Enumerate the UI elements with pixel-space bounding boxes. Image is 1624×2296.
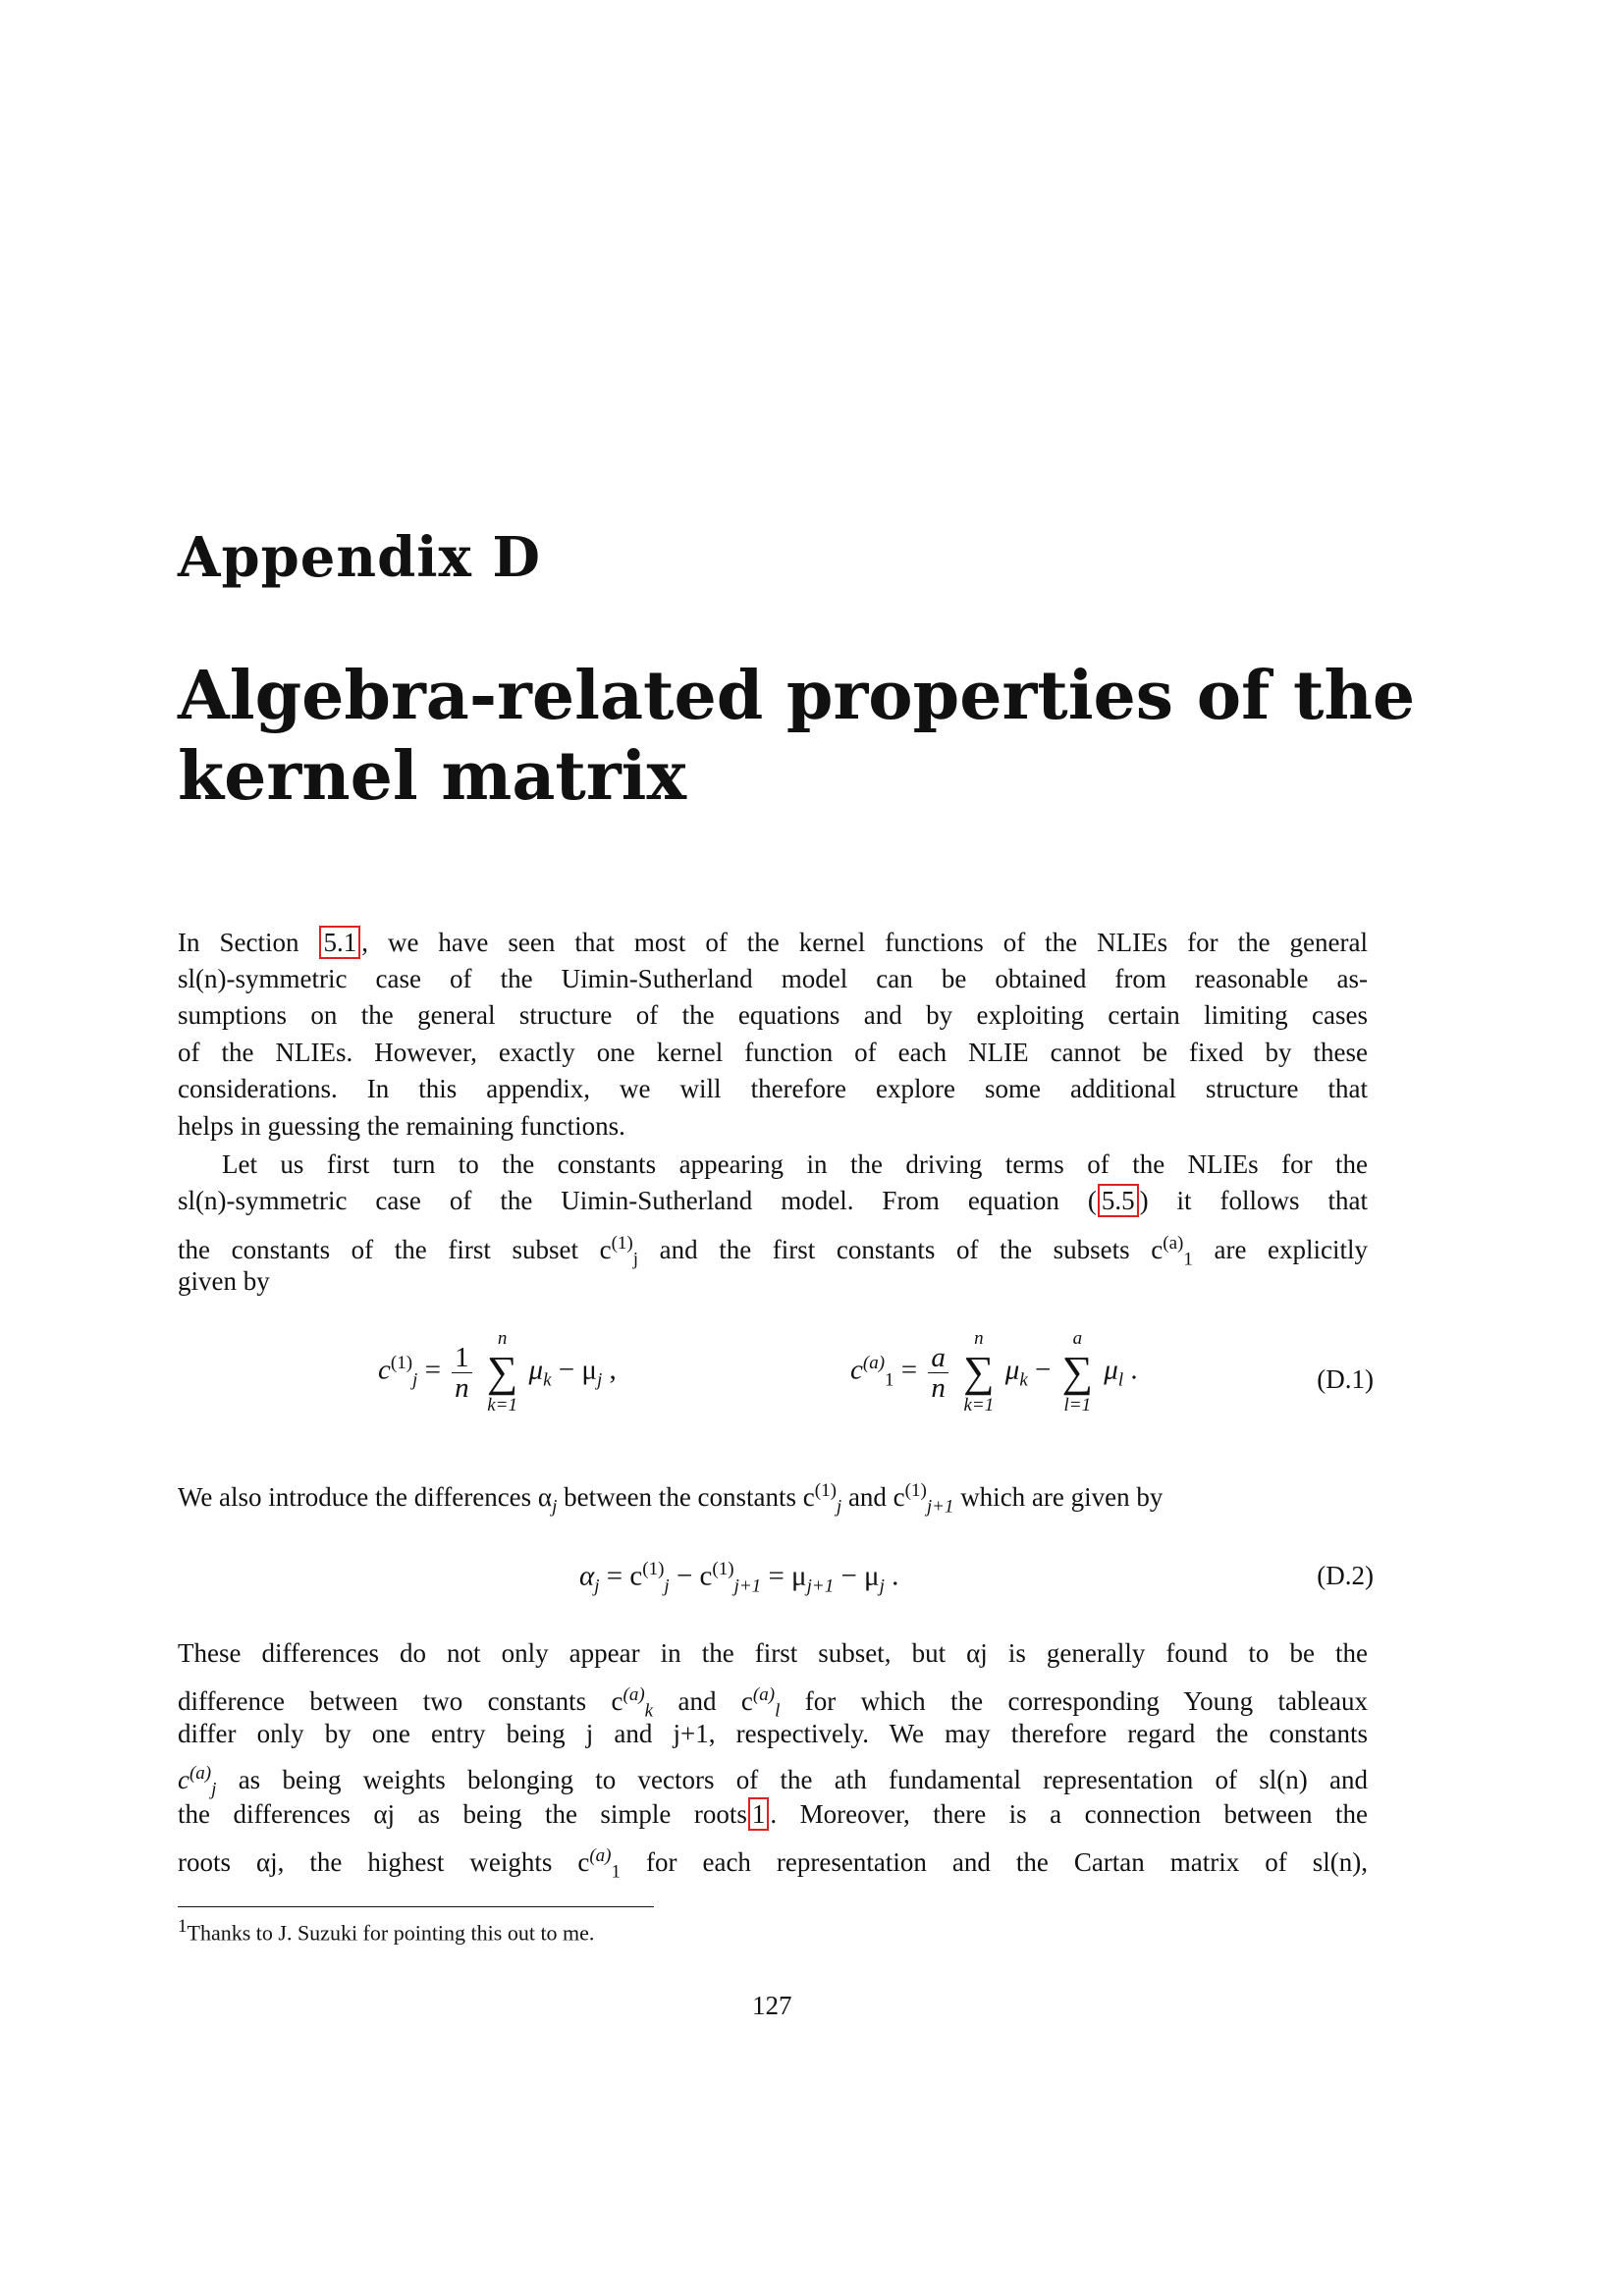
paragraph-line: given by (178, 1266, 270, 1296)
section-ref-link[interactable]: 5.1 (319, 926, 360, 959)
paragraph-line: Let us first turn to the constants appearing in the driving terms of the NLIEs for the (222, 1149, 1368, 1179)
equation-d1-left: $c^{(1)}_j$ = $\frac{1}{n}$ n ∑ k=1 $\mu_k - \mu_j$ , (378, 1328, 617, 1415)
paragraph-line: roots αj, the highest weights $c^{(a)}_1$ for each representation and the Cartan matrix of sl(n), (178, 1845, 1368, 1883)
equation-d1-right: $c^{(a)}_1$ = $\frac{a}{n}$ n ∑ k=1 $\mu_k$ − a ∑ l=1 $\mu_l$ . (850, 1328, 1138, 1415)
paragraph-line: sumptions on the general structure of the equations and by exploiting certain limiting cases (178, 1000, 1368, 1030)
summation-symbol: n ∑ k=1 (963, 1328, 995, 1415)
title-line-1: Algebra-related properties of the (178, 657, 1416, 735)
footnote-text: Thanks to J. Suzuki for pointing this out to me. (187, 1920, 595, 1946)
equation-number-d1: (D.1) (1317, 1364, 1374, 1394)
summation-symbol: n ∑ k=1 (486, 1328, 518, 1415)
paragraph-line: helps in guessing the remaining functions. (178, 1111, 625, 1141)
paragraph-line: sl(n)-symmetric case of the Uimin-Sutherland model can be obtained from reasonable as- (178, 964, 1368, 993)
paragraph-line: In Section 5.1 , we have seen that most of the kernel functions of the NLIEs for the general (178, 928, 1369, 957)
footnote-divider (178, 1906, 654, 1907)
paragraph-line: difference between two constants $c^{(a)}_k$ and $c^{(a)}_l$ for which the corresponding Young tableaux (178, 1684, 1369, 1722)
equation-ref-link[interactable]: 5.5 (1098, 1184, 1139, 1217)
paragraph-line: These differences do not only appear in the first subset, but αj is generally found to be the (178, 1638, 1368, 1668)
equation-d2: $\alpha_j = c^{(1)}_j - c^{(1)}_{j+1} = \mu_{j+1} - \mu_j$ . (579, 1559, 899, 1597)
paragraph-line: sl(n)-symmetric case of the Uimin-Sutherland model. From equation ( 5.5 ) it follows that (178, 1186, 1368, 1215)
footnote (178, 1916, 594, 1946)
paragraph-line: considerations. In this appendix, we will therefore explore some additional structure that (178, 1074, 1368, 1103)
title-line-2: kernel matrix (178, 737, 687, 816)
paragraph-line: the constants of the first subset $c^{(1)}_j$ and the first constants of the subsets $c^{(a)}_1$ are explicitly (178, 1233, 1369, 1270)
paragraph-line: the differences αj as being the simple roots 1 . Moreover, there is a connection between the (178, 1799, 1368, 1829)
paragraph-line: of the NLIEs. However, exactly one kernel function of each NLIE cannot be fixed by these (178, 1038, 1368, 1067)
footnote-ref-link[interactable]: 1 (748, 1797, 770, 1831)
page-number: 127 (752, 1991, 792, 2020)
equation-number-d2: (D.2) (1317, 1561, 1374, 1590)
paragraph-line: differ only by one entry being j and j+1, respectively. We may therefore regard the constants (178, 1719, 1368, 1748)
chapter-title (178, 656, 1416, 817)
footnote-marker: 1 (178, 1916, 188, 1937)
paragraph-differences: We also introduce the differences $\alpha_j$ between the constants $c^{(1)}_j$ and $c^{(1)}_{j+1}$ which are given by (178, 1480, 1164, 1518)
summation-symbol: a ∑ l=1 (1061, 1328, 1093, 1415)
appendix-label: Appendix D (178, 525, 541, 590)
paragraph-line: $c^{(a)}_j$ as being weights belonging to vectors of the ath fundamental representation of sl(n) and (178, 1763, 1368, 1800)
